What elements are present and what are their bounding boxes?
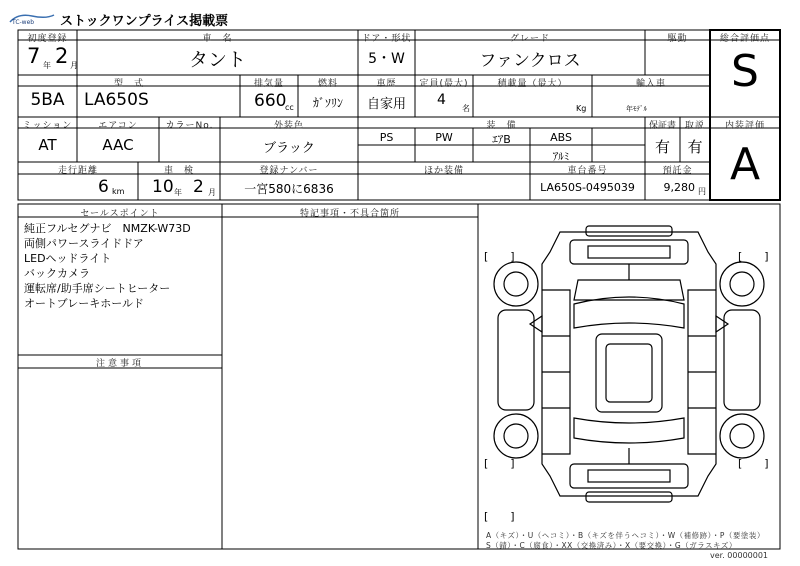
mileage-unit: km <box>112 187 125 196</box>
svg-text:TC-web: TC-web <box>12 19 35 26</box>
capacity-unit: 名 <box>462 104 470 113</box>
month-unit: 月 <box>70 61 78 70</box>
deposit-unit: 円 <box>698 187 706 196</box>
label-sales-points: セールスポイント <box>80 209 160 219</box>
equip-ps: PS <box>379 131 394 144</box>
mileage-value: 6 <box>98 177 109 197</box>
label-mission: ミッション <box>22 121 73 131</box>
label-plate: 登録ナンバー <box>259 166 319 176</box>
deposit-value: 9,280 <box>663 181 695 194</box>
label-fuel: 燃料 <box>317 79 338 89</box>
bracket-bottom: [ ] <box>484 510 515 523</box>
model-value: LA650S <box>84 90 149 110</box>
label-caution: 注意事項 <box>95 359 144 369</box>
aircon-value: AAC <box>102 136 134 154</box>
equip-pw: PW <box>435 131 453 144</box>
label-notes-defects: 特記事項・不具合箇所 <box>299 209 400 219</box>
bracket-bottom-right: [ ] <box>738 457 769 470</box>
equip-abs: ABS <box>550 131 572 144</box>
list-item: バックカメラ <box>24 267 90 280</box>
first-reg-year: 7 <box>27 44 41 68</box>
label-drive: 駆動 <box>667 34 688 44</box>
exterior-value: ブラック <box>263 141 315 156</box>
label-deposit: 預託金 <box>662 166 693 176</box>
door-value: 5・W <box>368 51 405 67</box>
label-displacement: 排気量 <box>253 79 284 89</box>
year-unit: 年 <box>43 61 51 70</box>
version-label: ver. 00000001 <box>710 551 769 560</box>
equip-airbag: ｴｱB <box>492 133 511 146</box>
damage-legend-line-2: S（錆）・C（腐食）・XX（交換済み）・X（要交換）・G（ガラスキズ） <box>486 541 737 550</box>
equip-alumi: ｱﾙﾐ <box>552 150 570 163</box>
label-other-equip: ほか装備 <box>423 166 464 176</box>
label-color-no: カラーNo. <box>165 121 214 131</box>
displacement-value: 660 <box>254 91 287 111</box>
inspection-month: 2 <box>193 177 204 197</box>
label-total-rating: 総合評価点 <box>719 34 770 44</box>
label-first-reg: 初度登録 <box>27 34 68 44</box>
inspection-year-unit: 年 <box>174 188 182 197</box>
list-item: 運転席/助手席シートヒーター <box>24 282 171 295</box>
car-name-value: タント <box>188 49 246 71</box>
label-model: 型 式 <box>113 79 144 89</box>
chassis-value: LA650S-0495039 <box>540 181 635 194</box>
label-car-name: 車 名 <box>202 34 233 44</box>
capacity-value: 4 <box>437 92 446 108</box>
list-item: LEDヘッドライト <box>24 252 112 265</box>
label-import: 輸入車 <box>635 79 666 89</box>
label-history: 車歴 <box>376 79 397 89</box>
label-capacity: 定員(最大) <box>419 79 469 89</box>
label-exterior: 外装色 <box>273 121 304 131</box>
car-damage-diagram <box>478 204 780 524</box>
label-mileage: 走行距離 <box>57 166 98 176</box>
total-rating-value: S <box>731 46 759 97</box>
label-load: 積載量（最大） <box>497 79 568 89</box>
label-manual: 取説 <box>684 121 705 131</box>
label-interior-rating: 内装評価 <box>724 121 765 131</box>
history-value: 自家用 <box>366 97 406 112</box>
fuel-value: ｶﾞｿﾘﾝ <box>312 96 343 110</box>
bracket-bottom-left: [ ] <box>484 457 515 470</box>
label-aircon: エアコン <box>98 121 138 131</box>
label-chassis: 車台番号 <box>567 166 608 176</box>
label-grade: グレード <box>509 34 550 44</box>
warranty-value: 有 <box>654 138 670 156</box>
first-reg-month: 2 <box>55 44 69 68</box>
label-equipment: 装 備 <box>486 121 517 131</box>
list-item: 両側パワースライドドア <box>24 237 144 250</box>
damage-legend-line-1: A（キズ）・U（ヘコミ）・B（キズを伴うヘコミ）・W（補修跡）・P（要塗装） <box>486 531 765 540</box>
plate-value: 一宮580に6836 <box>244 182 334 196</box>
sales-points-list <box>24 221 191 311</box>
load-unit: Kg <box>576 104 587 113</box>
grade-value: ファンクロス <box>479 51 581 71</box>
label-door: ドア・形状 <box>361 34 412 44</box>
page-title: ストックワンプライス掲載票 <box>60 14 229 29</box>
inspection-month-unit: 月 <box>208 188 216 197</box>
list-item: オートブレーキホールド <box>24 297 145 310</box>
model-prefix: 5BA <box>30 90 65 110</box>
manual-value: 有 <box>687 138 703 156</box>
mission-value: AT <box>38 136 57 154</box>
import-model: 年ﾓﾃﾞﾙ <box>626 105 647 113</box>
list-item: 純正フルセグナビ NMZK-W73D <box>24 222 191 235</box>
inspection-year: 10 <box>152 177 174 197</box>
interior-rating-value: A <box>729 139 761 190</box>
label-inspection: 車 検 <box>163 166 194 176</box>
bracket-top-left: [ ] <box>484 250 515 263</box>
label-warranty: 保証書 <box>648 121 676 131</box>
displacement-unit: cc <box>285 103 294 112</box>
bracket-top-right: [ ] <box>738 250 769 263</box>
